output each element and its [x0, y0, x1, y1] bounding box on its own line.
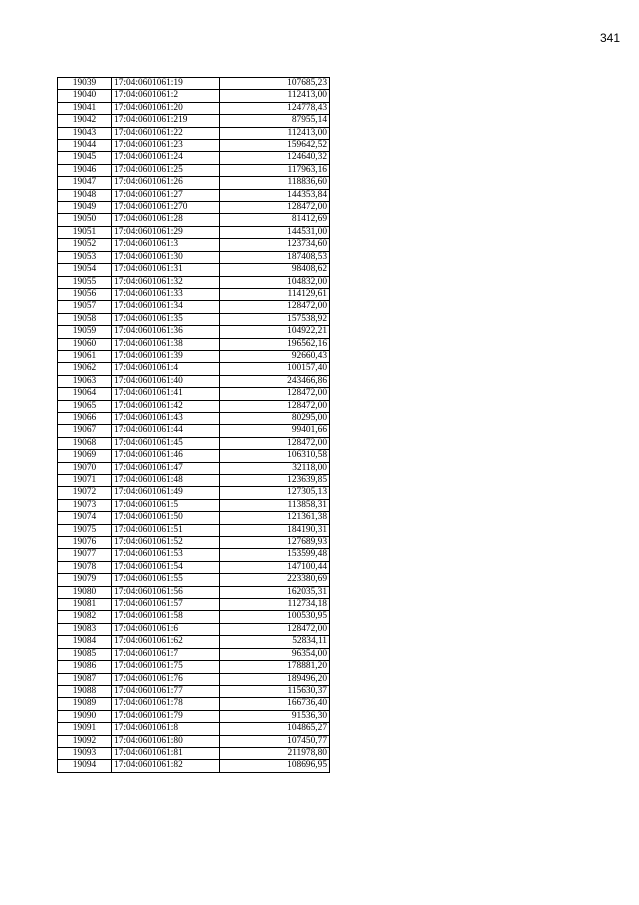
table-row [58, 363, 330, 375]
cadastral-number-cell: 17:04:0601061:76 [112, 673, 220, 685]
value-cell: 98408,62 [220, 264, 330, 276]
value-cell: 144353,84 [220, 189, 330, 201]
cadastral-number-cell: 17:04:0601061:23 [112, 140, 220, 152]
table-row [58, 127, 330, 139]
table-row [58, 723, 330, 735]
value-cell: 127689,93 [220, 537, 330, 549]
table-row [58, 437, 330, 449]
value-cell: 112734,18 [220, 599, 330, 611]
table-row [58, 648, 330, 660]
table-row [58, 264, 330, 276]
value-cell: 159642,52 [220, 140, 330, 152]
row-number-cell: 19076 [58, 537, 112, 549]
cadastral-number-cell: 17:04:0601061:219 [112, 115, 220, 127]
value-cell: 112413,00 [220, 90, 330, 102]
table-row [58, 226, 330, 238]
cadastral-number-cell: 17:04:0601061:4 [112, 363, 220, 375]
value-cell: 114129,61 [220, 288, 330, 300]
table-row [58, 760, 330, 772]
cadastral-number-cell: 17:04:0601061:56 [112, 586, 220, 598]
cadastral-number-cell: 17:04:0601061:32 [112, 276, 220, 288]
row-number-cell: 19045 [58, 152, 112, 164]
row-number-cell: 19090 [58, 710, 112, 722]
row-number-cell: 19039 [58, 78, 112, 90]
value-cell: 113858,31 [220, 499, 330, 511]
table-row [58, 301, 330, 313]
row-number-cell: 19062 [58, 363, 112, 375]
cadastral-number-cell: 17:04:0601061:36 [112, 326, 220, 338]
row-number-cell: 19077 [58, 549, 112, 561]
row-number-cell: 19053 [58, 251, 112, 263]
cadastral-number-cell: 17:04:0601061:62 [112, 636, 220, 648]
cadastral-number-cell: 17:04:0601061:79 [112, 710, 220, 722]
value-cell: 124778,43 [220, 102, 330, 114]
cadastral-number-cell: 17:04:0601061:24 [112, 152, 220, 164]
cadastral-number-cell: 17:04:0601061:34 [112, 301, 220, 313]
row-number-cell: 19094 [58, 760, 112, 772]
table-row [58, 326, 330, 338]
row-number-cell: 19055 [58, 276, 112, 288]
cadastral-number-cell: 17:04:0601061:49 [112, 487, 220, 499]
table-row [58, 475, 330, 487]
value-cell: 100157,40 [220, 363, 330, 375]
cadastral-number-cell: 17:04:0601061:51 [112, 524, 220, 536]
value-cell: 106310,58 [220, 450, 330, 462]
table-row [58, 189, 330, 201]
value-cell: 108696,95 [220, 760, 330, 772]
row-number-cell: 19057 [58, 301, 112, 313]
cadastral-number-cell: 17:04:0601061:57 [112, 599, 220, 611]
cadastral-number-cell: 17:04:0601061:48 [112, 475, 220, 487]
value-cell: 187408,53 [220, 251, 330, 263]
row-number-cell: 19061 [58, 350, 112, 362]
table-row [58, 313, 330, 325]
value-cell: 243466,86 [220, 375, 330, 387]
value-cell: 128472,00 [220, 437, 330, 449]
row-number-cell: 19071 [58, 475, 112, 487]
cadastral-number-cell: 17:04:0601061:54 [112, 561, 220, 573]
value-cell: 118836,60 [220, 177, 330, 189]
value-cell: 128472,00 [220, 623, 330, 635]
cadastral-number-cell: 17:04:0601061:53 [112, 549, 220, 561]
row-number-cell: 19070 [58, 462, 112, 474]
cadastral-number-cell: 17:04:0601061:35 [112, 313, 220, 325]
value-cell: 128472,00 [220, 202, 330, 214]
table-row [58, 549, 330, 561]
table-row [58, 611, 330, 623]
row-number-cell: 19060 [58, 338, 112, 350]
cadastral-number-cell: 17:04:0601061:33 [112, 288, 220, 300]
row-number-cell: 19075 [58, 524, 112, 536]
page-number: 341 [599, 31, 620, 45]
row-number-cell: 19064 [58, 388, 112, 400]
table-row [58, 375, 330, 387]
row-number-cell: 19083 [58, 623, 112, 635]
row-number-cell: 19059 [58, 326, 112, 338]
table-row [58, 78, 330, 90]
value-cell: 211978,80 [220, 747, 330, 759]
cadastral-number-cell: 17:04:0601061:58 [112, 611, 220, 623]
value-cell: 147100,44 [220, 561, 330, 573]
value-cell: 189496,20 [220, 673, 330, 685]
table-row [58, 90, 330, 102]
table-row [58, 487, 330, 499]
table-row [58, 673, 330, 685]
table-row [58, 499, 330, 511]
cadastral-number-cell: 17:04:0601061:75 [112, 661, 220, 673]
row-number-cell: 19047 [58, 177, 112, 189]
table-row [58, 636, 330, 648]
row-number-cell: 19079 [58, 574, 112, 586]
table-row [58, 115, 330, 127]
cadastral-number-cell: 17:04:0601061:8 [112, 723, 220, 735]
row-number-cell: 19041 [58, 102, 112, 114]
value-cell: 128472,00 [220, 400, 330, 412]
cadastral-number-cell: 17:04:0601061:77 [112, 685, 220, 697]
table-row [58, 288, 330, 300]
cadastral-number-cell: 17:04:0601061:6 [112, 623, 220, 635]
table-row [58, 710, 330, 722]
cadastral-number-cell: 17:04:0601061:5 [112, 499, 220, 511]
table-row [58, 388, 330, 400]
row-number-cell: 19072 [58, 487, 112, 499]
value-cell: 124640,32 [220, 152, 330, 164]
table-row [58, 400, 330, 412]
value-cell: 121361,38 [220, 512, 330, 524]
cadastral-number-cell: 17:04:0601061:47 [112, 462, 220, 474]
row-number-cell: 19044 [58, 140, 112, 152]
table-row [58, 276, 330, 288]
cadastral-number-cell: 17:04:0601061:38 [112, 338, 220, 350]
cadastral-number-cell: 17:04:0601061:44 [112, 425, 220, 437]
row-number-cell: 19089 [58, 698, 112, 710]
cadastral-number-cell: 17:04:0601061:41 [112, 388, 220, 400]
value-cell: 104832,00 [220, 276, 330, 288]
table-row [58, 462, 330, 474]
cadastral-number-cell: 17:04:0601061:81 [112, 747, 220, 759]
row-number-cell: 19084 [58, 636, 112, 648]
cadastral-number-cell: 17:04:0601061:270 [112, 202, 220, 214]
cadastral-number-cell: 17:04:0601061:22 [112, 127, 220, 139]
row-number-cell: 19058 [58, 313, 112, 325]
cadastral-number-cell: 17:04:0601061:7 [112, 648, 220, 660]
row-number-cell: 19092 [58, 735, 112, 747]
cadastral-number-cell: 17:04:0601061:26 [112, 177, 220, 189]
cadastral-number-cell: 17:04:0601061:39 [112, 350, 220, 362]
value-cell: 104922,21 [220, 326, 330, 338]
cadastral-number-cell: 17:04:0601061:27 [112, 189, 220, 201]
cadastral-number-cell: 17:04:0601061:28 [112, 214, 220, 226]
table-row [58, 239, 330, 251]
row-number-cell: 19073 [58, 499, 112, 511]
row-number-cell: 19049 [58, 202, 112, 214]
table-row [58, 735, 330, 747]
table-row [58, 574, 330, 586]
table-row [58, 164, 330, 176]
table-row [58, 102, 330, 114]
value-cell: 91536,30 [220, 710, 330, 722]
value-cell: 80295,00 [220, 412, 330, 424]
row-number-cell: 19065 [58, 400, 112, 412]
table-row [58, 561, 330, 573]
table-row [58, 661, 330, 673]
value-cell: 153599,48 [220, 549, 330, 561]
cadastral-number-cell: 17:04:0601061:52 [112, 537, 220, 549]
row-number-cell: 19063 [58, 375, 112, 387]
row-number-cell: 19081 [58, 599, 112, 611]
value-cell: 104865,27 [220, 723, 330, 735]
table-row [58, 537, 330, 549]
table-row [58, 599, 330, 611]
table-row [58, 140, 330, 152]
row-number-cell: 19091 [58, 723, 112, 735]
table-row [58, 450, 330, 462]
table-row [58, 338, 330, 350]
value-cell: 128472,00 [220, 388, 330, 400]
value-cell: 196562,16 [220, 338, 330, 350]
table-row [58, 685, 330, 697]
row-number-cell: 19066 [58, 412, 112, 424]
row-number-cell: 19074 [58, 512, 112, 524]
row-number-cell: 19048 [58, 189, 112, 201]
value-cell: 112413,00 [220, 127, 330, 139]
value-cell: 115630,37 [220, 685, 330, 697]
value-cell: 87955,14 [220, 115, 330, 127]
row-number-cell: 19042 [58, 115, 112, 127]
value-cell: 128472,00 [220, 301, 330, 313]
row-number-cell: 19080 [58, 586, 112, 598]
cadastral-number-cell: 17:04:0601061:25 [112, 164, 220, 176]
row-number-cell: 19043 [58, 127, 112, 139]
table-row [58, 251, 330, 263]
cadastral-number-cell: 17:04:0601061:55 [112, 574, 220, 586]
cadastral-number-cell: 17:04:0601061:78 [112, 698, 220, 710]
table-body [58, 78, 330, 773]
value-cell: 96354,00 [220, 648, 330, 660]
table-row [58, 524, 330, 536]
table-row [58, 425, 330, 437]
value-cell: 123734,60 [220, 239, 330, 251]
row-number-cell: 19046 [58, 164, 112, 176]
value-cell: 117963,16 [220, 164, 330, 176]
cadastral-number-cell: 17:04:0601061:80 [112, 735, 220, 747]
value-cell: 157538,92 [220, 313, 330, 325]
cadastral-number-cell: 17:04:0601061:31 [112, 264, 220, 276]
value-cell: 178881,20 [220, 661, 330, 673]
table-row [58, 214, 330, 226]
cadastral-number-cell: 17:04:0601061:20 [112, 102, 220, 114]
value-cell: 32118,00 [220, 462, 330, 474]
cadastral-number-cell: 17:04:0601061:3 [112, 239, 220, 251]
value-cell: 223380,69 [220, 574, 330, 586]
row-number-cell: 19050 [58, 214, 112, 226]
cadastral-number-cell: 17:04:0601061:42 [112, 400, 220, 412]
table-row [58, 350, 330, 362]
value-cell: 92660,43 [220, 350, 330, 362]
cadastral-value-table [57, 77, 330, 773]
value-cell: 123639,85 [220, 475, 330, 487]
cadastral-number-cell: 17:04:0601061:30 [112, 251, 220, 263]
row-number-cell: 19040 [58, 90, 112, 102]
value-cell: 107450,77 [220, 735, 330, 747]
cadastral-number-cell: 17:04:0601061:50 [112, 512, 220, 524]
table-row [58, 412, 330, 424]
table-row [58, 512, 330, 524]
row-number-cell: 19051 [58, 226, 112, 238]
value-cell: 81412,69 [220, 214, 330, 226]
row-number-cell: 19056 [58, 288, 112, 300]
row-number-cell: 19054 [58, 264, 112, 276]
cadastral-number-cell: 17:04:0601061:29 [112, 226, 220, 238]
cadastral-number-cell: 17:04:0601061:45 [112, 437, 220, 449]
row-number-cell: 19052 [58, 239, 112, 251]
table-row [58, 177, 330, 189]
value-cell: 127305,13 [220, 487, 330, 499]
table-row [58, 623, 330, 635]
row-number-cell: 19082 [58, 611, 112, 623]
value-cell: 107685,23 [220, 78, 330, 90]
table-row [58, 202, 330, 214]
table-row [58, 152, 330, 164]
value-cell: 52834,11 [220, 636, 330, 648]
cadastral-number-cell: 17:04:0601061:46 [112, 450, 220, 462]
table-row [58, 747, 330, 759]
row-number-cell: 19069 [58, 450, 112, 462]
row-number-cell: 19087 [58, 673, 112, 685]
row-number-cell: 19086 [58, 661, 112, 673]
cadastral-number-cell: 17:04:0601061:2 [112, 90, 220, 102]
cadastral-number-cell: 17:04:0601061:43 [112, 412, 220, 424]
value-cell: 100530,95 [220, 611, 330, 623]
cadastral-number-cell: 17:04:0601061:82 [112, 760, 220, 772]
cadastral-number-cell: 17:04:0601061:19 [112, 78, 220, 90]
value-cell: 162035,31 [220, 586, 330, 598]
value-cell: 166736,40 [220, 698, 330, 710]
row-number-cell: 19078 [58, 561, 112, 573]
value-cell: 99401,66 [220, 425, 330, 437]
value-cell: 144531,00 [220, 226, 330, 238]
row-number-cell: 19088 [58, 685, 112, 697]
value-cell: 184190,31 [220, 524, 330, 536]
cadastral-number-cell: 17:04:0601061:40 [112, 375, 220, 387]
table-row [58, 698, 330, 710]
row-number-cell: 19093 [58, 747, 112, 759]
row-number-cell: 19068 [58, 437, 112, 449]
table-row [58, 586, 330, 598]
row-number-cell: 19067 [58, 425, 112, 437]
row-number-cell: 19085 [58, 648, 112, 660]
